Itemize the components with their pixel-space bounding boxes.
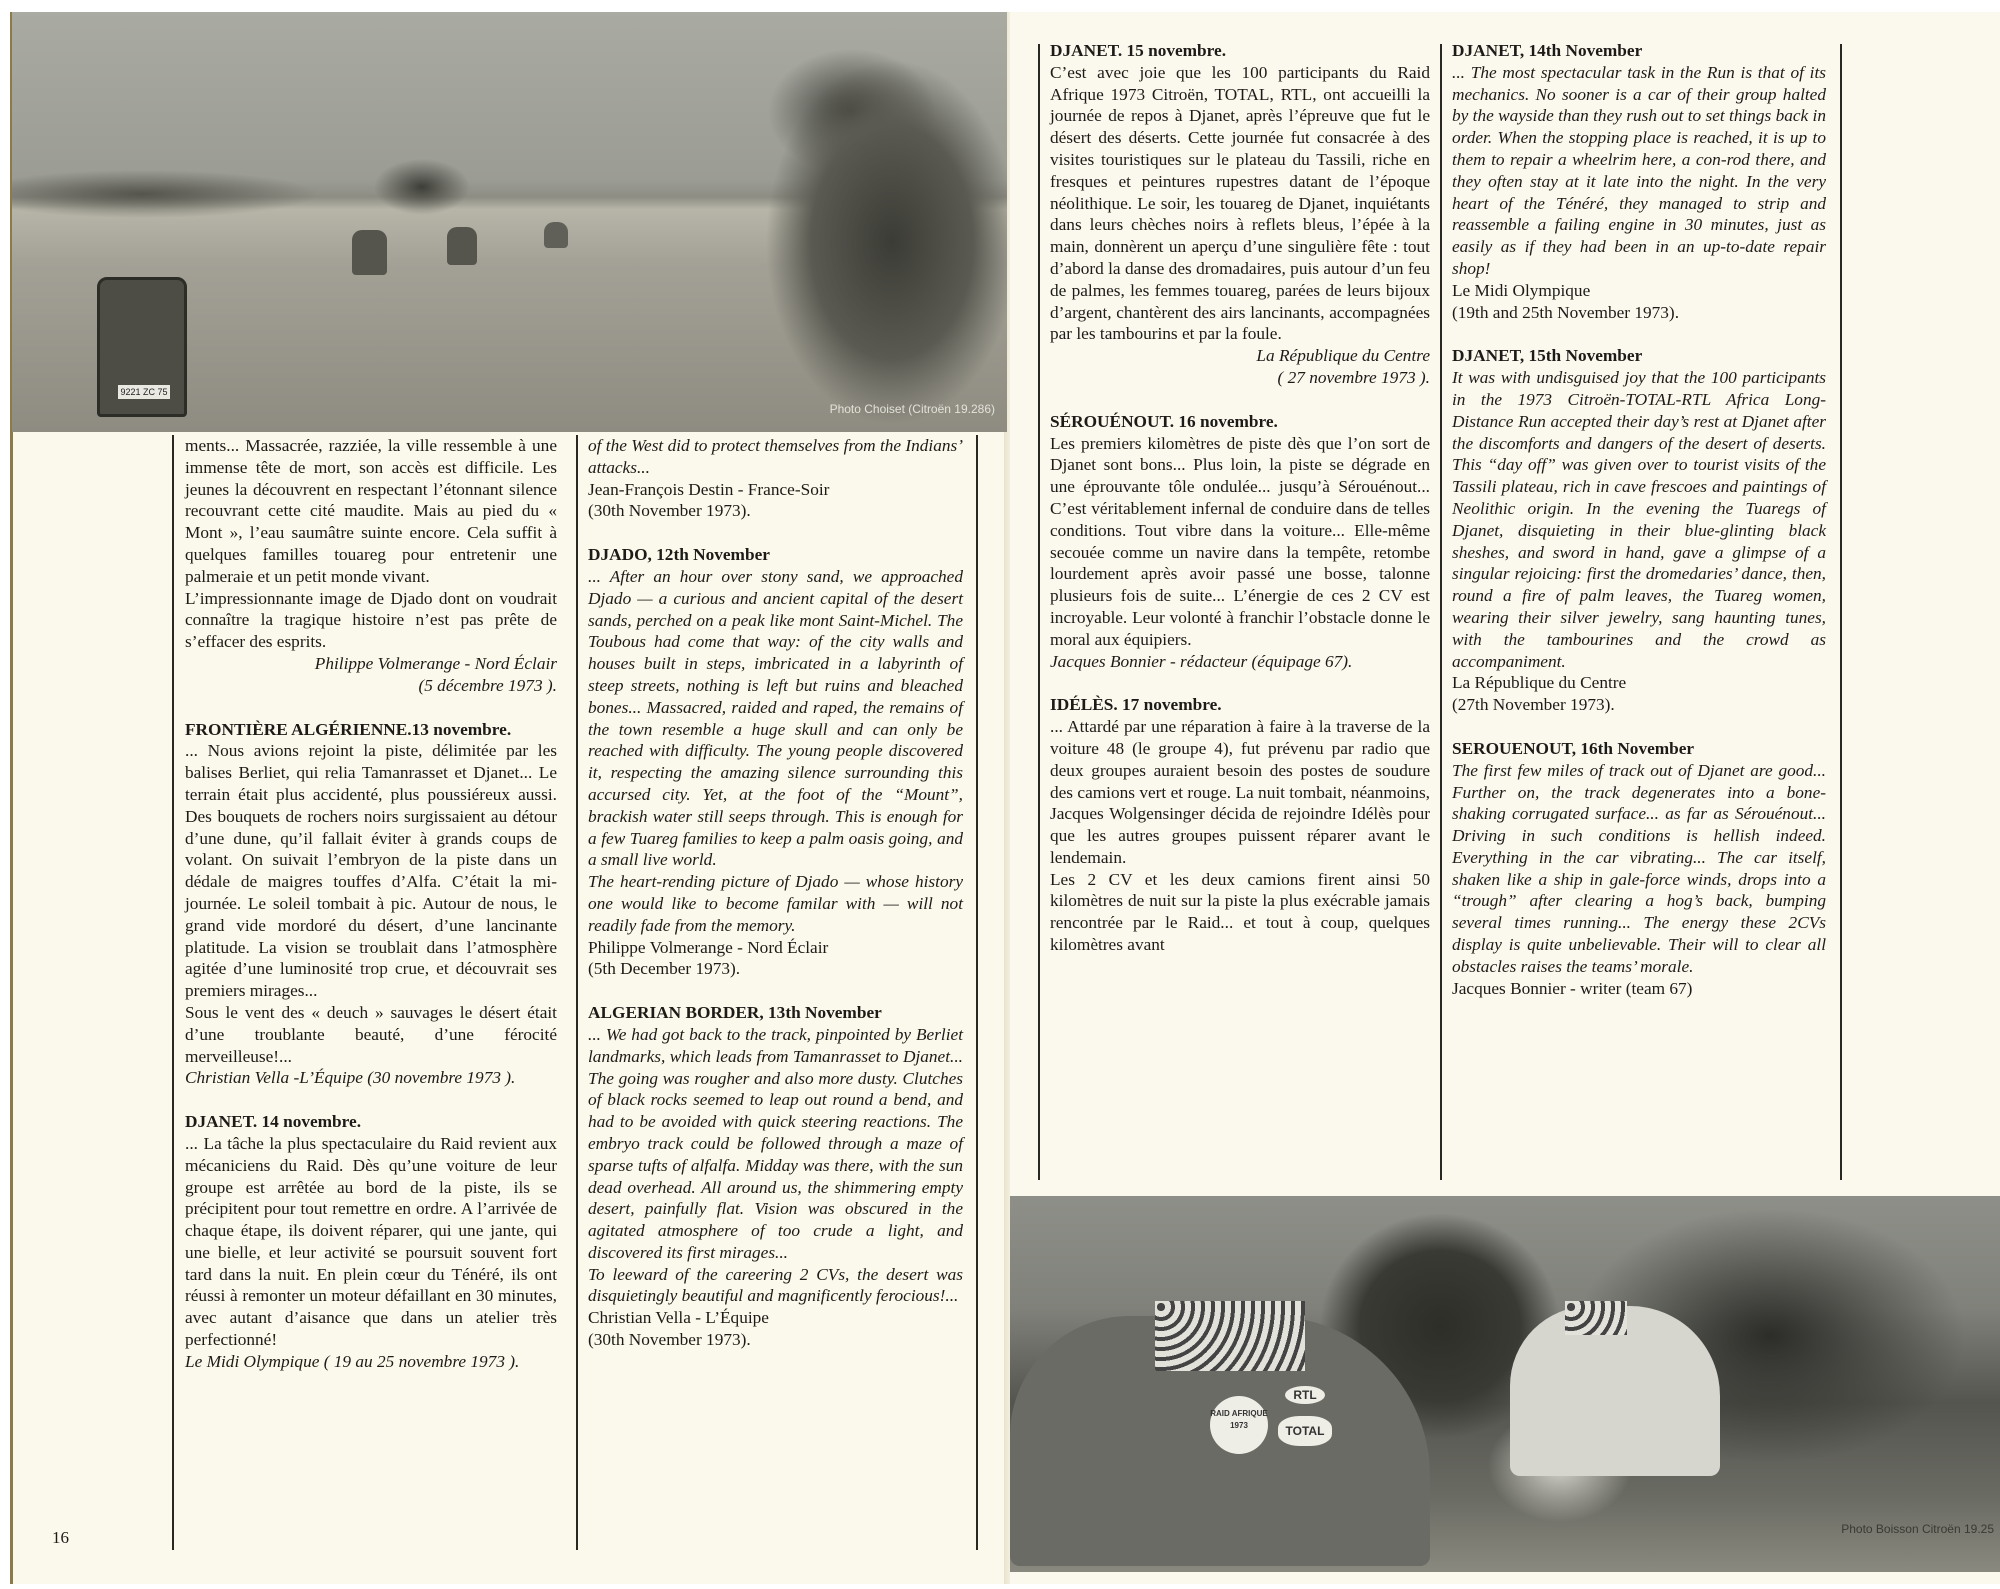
photo-credit: Photo Choiset (Citroën 19.286) — [829, 402, 995, 416]
paragraph: ... La tâche la plus spectaculaire du Raid revient aux mécaniciens du Raid. Dès qu’une voiture de leur groupe est arrêtée au bord de la piste, ils se précipitent pour tout remettre en ordre. A l’arrivée de chaque étape, ils doivent réparer, qui une jante, qui une bielle, et leur activité se poursuit souvent fort tard dans la nuit. En plein cœur du Ténéré, ils ont réussi à remonter un moteur défaillant en 30 minutes, avec autant d’aisance que dans un atelier très perfectionné! — [185, 1133, 557, 1350]
section-heading: DJANET. 14 novembre. — [185, 1112, 362, 1132]
byline-date: (5 décembre 1973 ). — [418, 675, 557, 695]
column-rule — [1840, 44, 1842, 1180]
total-logo: TOTAL — [1278, 1416, 1332, 1446]
sand-ladder — [1155, 1301, 1305, 1371]
source-date: (30th November 1973). — [588, 501, 751, 521]
byline: Le Midi Olympique ( 19 au 25 novembre 1973 ). — [185, 1351, 520, 1371]
convoy-car — [447, 227, 477, 265]
source-date: (19th and 25th November 1973). — [1452, 302, 1680, 322]
source: Philippe Volmerange - Nord Éclair — [588, 937, 829, 957]
paragraph: ... Nous avions rejoint la piste, délimitée par les balises Berliet, qui relia Tamanrasset et Djanet... Le terrain était plus accidenté, plus poussiéreux aussi. Des bouquets de rochers noirs surgissaient au détour d’une dune, qu’il fallait éviter à grands coups de volant. On suivait l’embryon de la piste dans un dédale de maigres touffes d’Alfa. C’était la mi-journée. Le soleil tombait à pic. Autour de nous, le grand vide mordoré du désert, d’une lancinante platitude. La vision se troublait dans l’atmosphère agitée d’une luminosité trop crue, et découvrait ses premiers mirages... — [185, 741, 557, 1001]
section-heading: DJANET. 15 novembre. — [1050, 41, 1227, 60]
lead-car — [97, 277, 187, 417]
paragraph: Sous le vent des « deuch » sauvages le désert était d’une troublante beauté, d’une férocité merveilleuse!... — [185, 1002, 557, 1066]
source: Le Midi Olympique — [1452, 280, 1591, 300]
source: Jacques Bonnier - writer (team 67) — [1452, 978, 1693, 998]
byline: La République du Centre — [1256, 346, 1430, 366]
raid-afrique-logo: RAID AFRIQUE 1973 — [1210, 1396, 1268, 1454]
source-date: (30th November 1973). — [588, 1330, 751, 1350]
photo-credit: Photo Boisson Citroën 19.25 — [1841, 1522, 1994, 1536]
paragraph: To leeward of the careering 2 CVs, the desert was disquietingly beautiful and magnificently ferocious!... — [588, 1264, 963, 1306]
byline-date: ( 27 novembre 1973 ). — [1277, 367, 1430, 387]
paragraph: ... The most spectacular task in the Run is that of its mechanics. No sooner is a car of their group halted by the wayside than they rush out to set things back in order. When the stopping place is reached, it is up to them to repair a wheelrim here, a con-rod there, and they often stay at it late into the night. In the very heart of the Ténéré, they managed to strip and reassemble a failing engine in 30 minutes, just as easily as if they had been in an up-to-date repair shop! — [1452, 62, 1826, 278]
source: Jean-François Destin - France-Soir — [588, 479, 830, 499]
paragraph: L’impressionnante image de Djado dont on voudrait connaître la tragique histoire n’est pas prête de s’effacer des esprits. — [185, 588, 557, 652]
column-english-left — [588, 435, 963, 1351]
section-heading: DJANET, 15th November — [1452, 346, 1643, 366]
convoy-car — [544, 222, 568, 248]
column-rule — [1440, 44, 1442, 1180]
source: Christian Vella - L’Équipe — [588, 1308, 769, 1328]
paragraph: ... We had got back to the track, pinpointed by Berliet landmarks, which leads from Tamanrasset to Djanet... The going was rougher and also more dusty. Clutches of black rocks seemed to leap out round a bend, and had to be avoided with quick steering reactions. The embryo track could be followed through a maze of sparse tufts of alfalfa. Midday was there, with the sun dead overhead. All around us, the shimmering empty desert, painfully flat. Vision was obscured in the agitated atmosphere of too crude a light, and discovered its first mirages... — [588, 1024, 963, 1262]
section-heading: DJANET, 14th November — [1452, 41, 1643, 60]
source: La République du Centre — [1452, 673, 1627, 693]
column-french-left — [185, 435, 557, 1373]
photo-desert-convoy — [12, 12, 1007, 432]
paragraph: Les 2 CV et les deux camions firent ainsi 50 kilomètres de nuit sur la piste la plus exécrable jamais rencontrée par le Raid... et tout à coup, quelques kilomètres avant — [1050, 869, 1430, 955]
paragraph: Les premiers kilomètres de piste dès que l’on sort de Djanet sont bons... Plus loin, la piste se dégrade en une éprouvante tôle ondulée... jusqu’à Sérouénout... C’est véritablement infernal de conduire dans de telles conditions. Tout vibre dans la voiture... Elle-même secouée comme un navire dans la tempête, retombe lourdement après avoir passé une bosse, talonne plusieurs fois de suite... L’énergie de ces 2 CV est incroyable. Leur volonté à franchir l’obstacle donne le moral aux équipiers. — [1050, 433, 1430, 649]
column-english-right — [1452, 40, 1826, 999]
page-number: 16 — [52, 1528, 69, 1547]
convoy-car — [352, 230, 387, 275]
license-plate: 9221 ZC 75 — [118, 385, 170, 399]
paragraph: It was with undisguised joy that the 100 participants in the 1973 Citroën-TOTAL-RTL Africa Long-Distance Run accepted their day’s rest at Djanet after the discomforts and dangers of the desert of deserts. This “day off” was given over to tourist visits of the Tassili plateau, rich in cave frescoes and paintings of Neolithic origin. In the evening the Tuaregs of Djanet, disquieting in their blue-glinting black sheshes, and sword in hand, gave a glimpse of a singular rejoicing: first the dromedaries’ dance, then, round a fire of palm leaves, the Tuareg women, wearing their silver jewelry, sang haunting tunes, with the tambourines and the crowd as accompaniment. — [1452, 368, 1826, 671]
byline: Jacques Bonnier - rédacteur (équipage 67). — [1050, 651, 1353, 671]
byline: Christian Vella -L’Équipe (30 novembre 1973 ). — [185, 1068, 516, 1088]
column-rule — [172, 435, 174, 1550]
source-date: (27th November 1973). — [1452, 695, 1615, 715]
rtl-logo: RTL — [1285, 1386, 1325, 1404]
source-date: (5th December 1973). — [588, 959, 741, 979]
paragraph: C’est avec joie que les 100 participants du Raid Afrique 1973 Citroën, TOTAL, RTL, ont accueilli la journée de repos à Djanet, après l’épreuve que fut le désert des déserts. Cette journée fut consacrée à des visites touristiques sur le plateau du Tassili, riche en fresques et peintures rupestres datant de l’époque néolithique. Le soir, les touareg de Djanet, inquiétants dans leurs chèches noirs à reflets bleus, l’épée à la main, donnèrent un aperçu d’une singulière fête : tout d’abord la danse des dromadaires, puis autour d’un feu de palmes, les femmes touareg, parées de leurs bijoux d’argent, chantèrent des airs lancinants, accompagnées par les tambourins et par la foule. — [1050, 62, 1430, 344]
section-heading: ALGERIAN BORDER, 13th November — [588, 1003, 882, 1023]
paragraph: ments... Massacrée, razziée, la ville ressemble à une immense tête de mort, son accès est difficile. Les jeunes la découvrent en respectant l’étonnant silence recouvrant cette cité maudite. Mais au pied du « Mont », l’eau saumâtre suinte encore. Cela suffit à quelques familles touareg pour entretenir une palmeraie et un petit monde vivant. — [185, 436, 557, 586]
paragraph: The heart-rending picture of Djado — whose history one would like to become familar with — will not readily fade from the memory. — [588, 872, 963, 935]
section-heading: FRONTIÈRE ALGÉRIENNE.13 novembre. — [185, 719, 512, 739]
section-heading: DJADO, 12th November — [588, 545, 770, 565]
section-heading: SEROUENOUT, 16th November — [1452, 738, 1695, 758]
paragraph: The first few miles of track out of Djanet are good... Further on, the track degenerates into a bone-shaking corrugated surface... as far as Sérouénout... Driving in such conditions is hellish indeed. Everything in the car vibrating... The car itself, shaken like a ship in gale-force winds, drops into a “trough” after clearing a hog’s back, bumping several times running... The energy these 2CVs display is quite unbelievable. Their will to clear all obstacles raises the teams’ morale. — [1452, 760, 1826, 976]
photo-camels-and-cars — [1010, 1196, 2000, 1572]
column-rule — [1038, 44, 1040, 1180]
paragraph: of the West did to protect themselves from the Indians’ attacks... — [588, 436, 963, 477]
section-heading: SÉROUÉNOUT. 16 novembre. — [1050, 411, 1278, 431]
paragraph: ... After an hour over stony sand, we approached Djado — a curious and ancient capital of the desert sands, perched on a peak like mont Saint-Michel. The Toubous had come that way: of the city walls and houses built in steps, imbricated in a labyrinth of steep streets, nothing is left but ruins and bleached bones... Massacred, raided and raped, the remains of the town resemble a huge skull and can only be reached with difficulty. The young people discovered it, respecting the amazing silence surrounding this accursed city. Yet, at the foot of the “Mount”, brackish water still seeps through. This is enough for a few Tuareg families to keep a palm oasis going, and a small live world. — [588, 566, 963, 870]
column-rule — [576, 435, 578, 1550]
column-rule — [976, 435, 978, 1550]
sand-ladder — [1565, 1301, 1627, 1335]
paragraph: ... Attardé par une réparation à faire à la traverse de la voiture 48 (le groupe 4), fut prévenu par radio que deux groupes auraient besoin des postes de soudure des camions vert et rouge. La nuit tombait, néanmoins, Jacques Wolgensinger décida de rejoindre Idélès pour que les autres groupes puissent réparer avant le lendemain. — [1050, 717, 1430, 867]
column-french-right — [1050, 40, 1430, 956]
section-heading: IDÉLÈS. 17 novembre. — [1050, 695, 1222, 715]
byline: Philippe Volmerange - Nord Éclair — [314, 653, 557, 673]
